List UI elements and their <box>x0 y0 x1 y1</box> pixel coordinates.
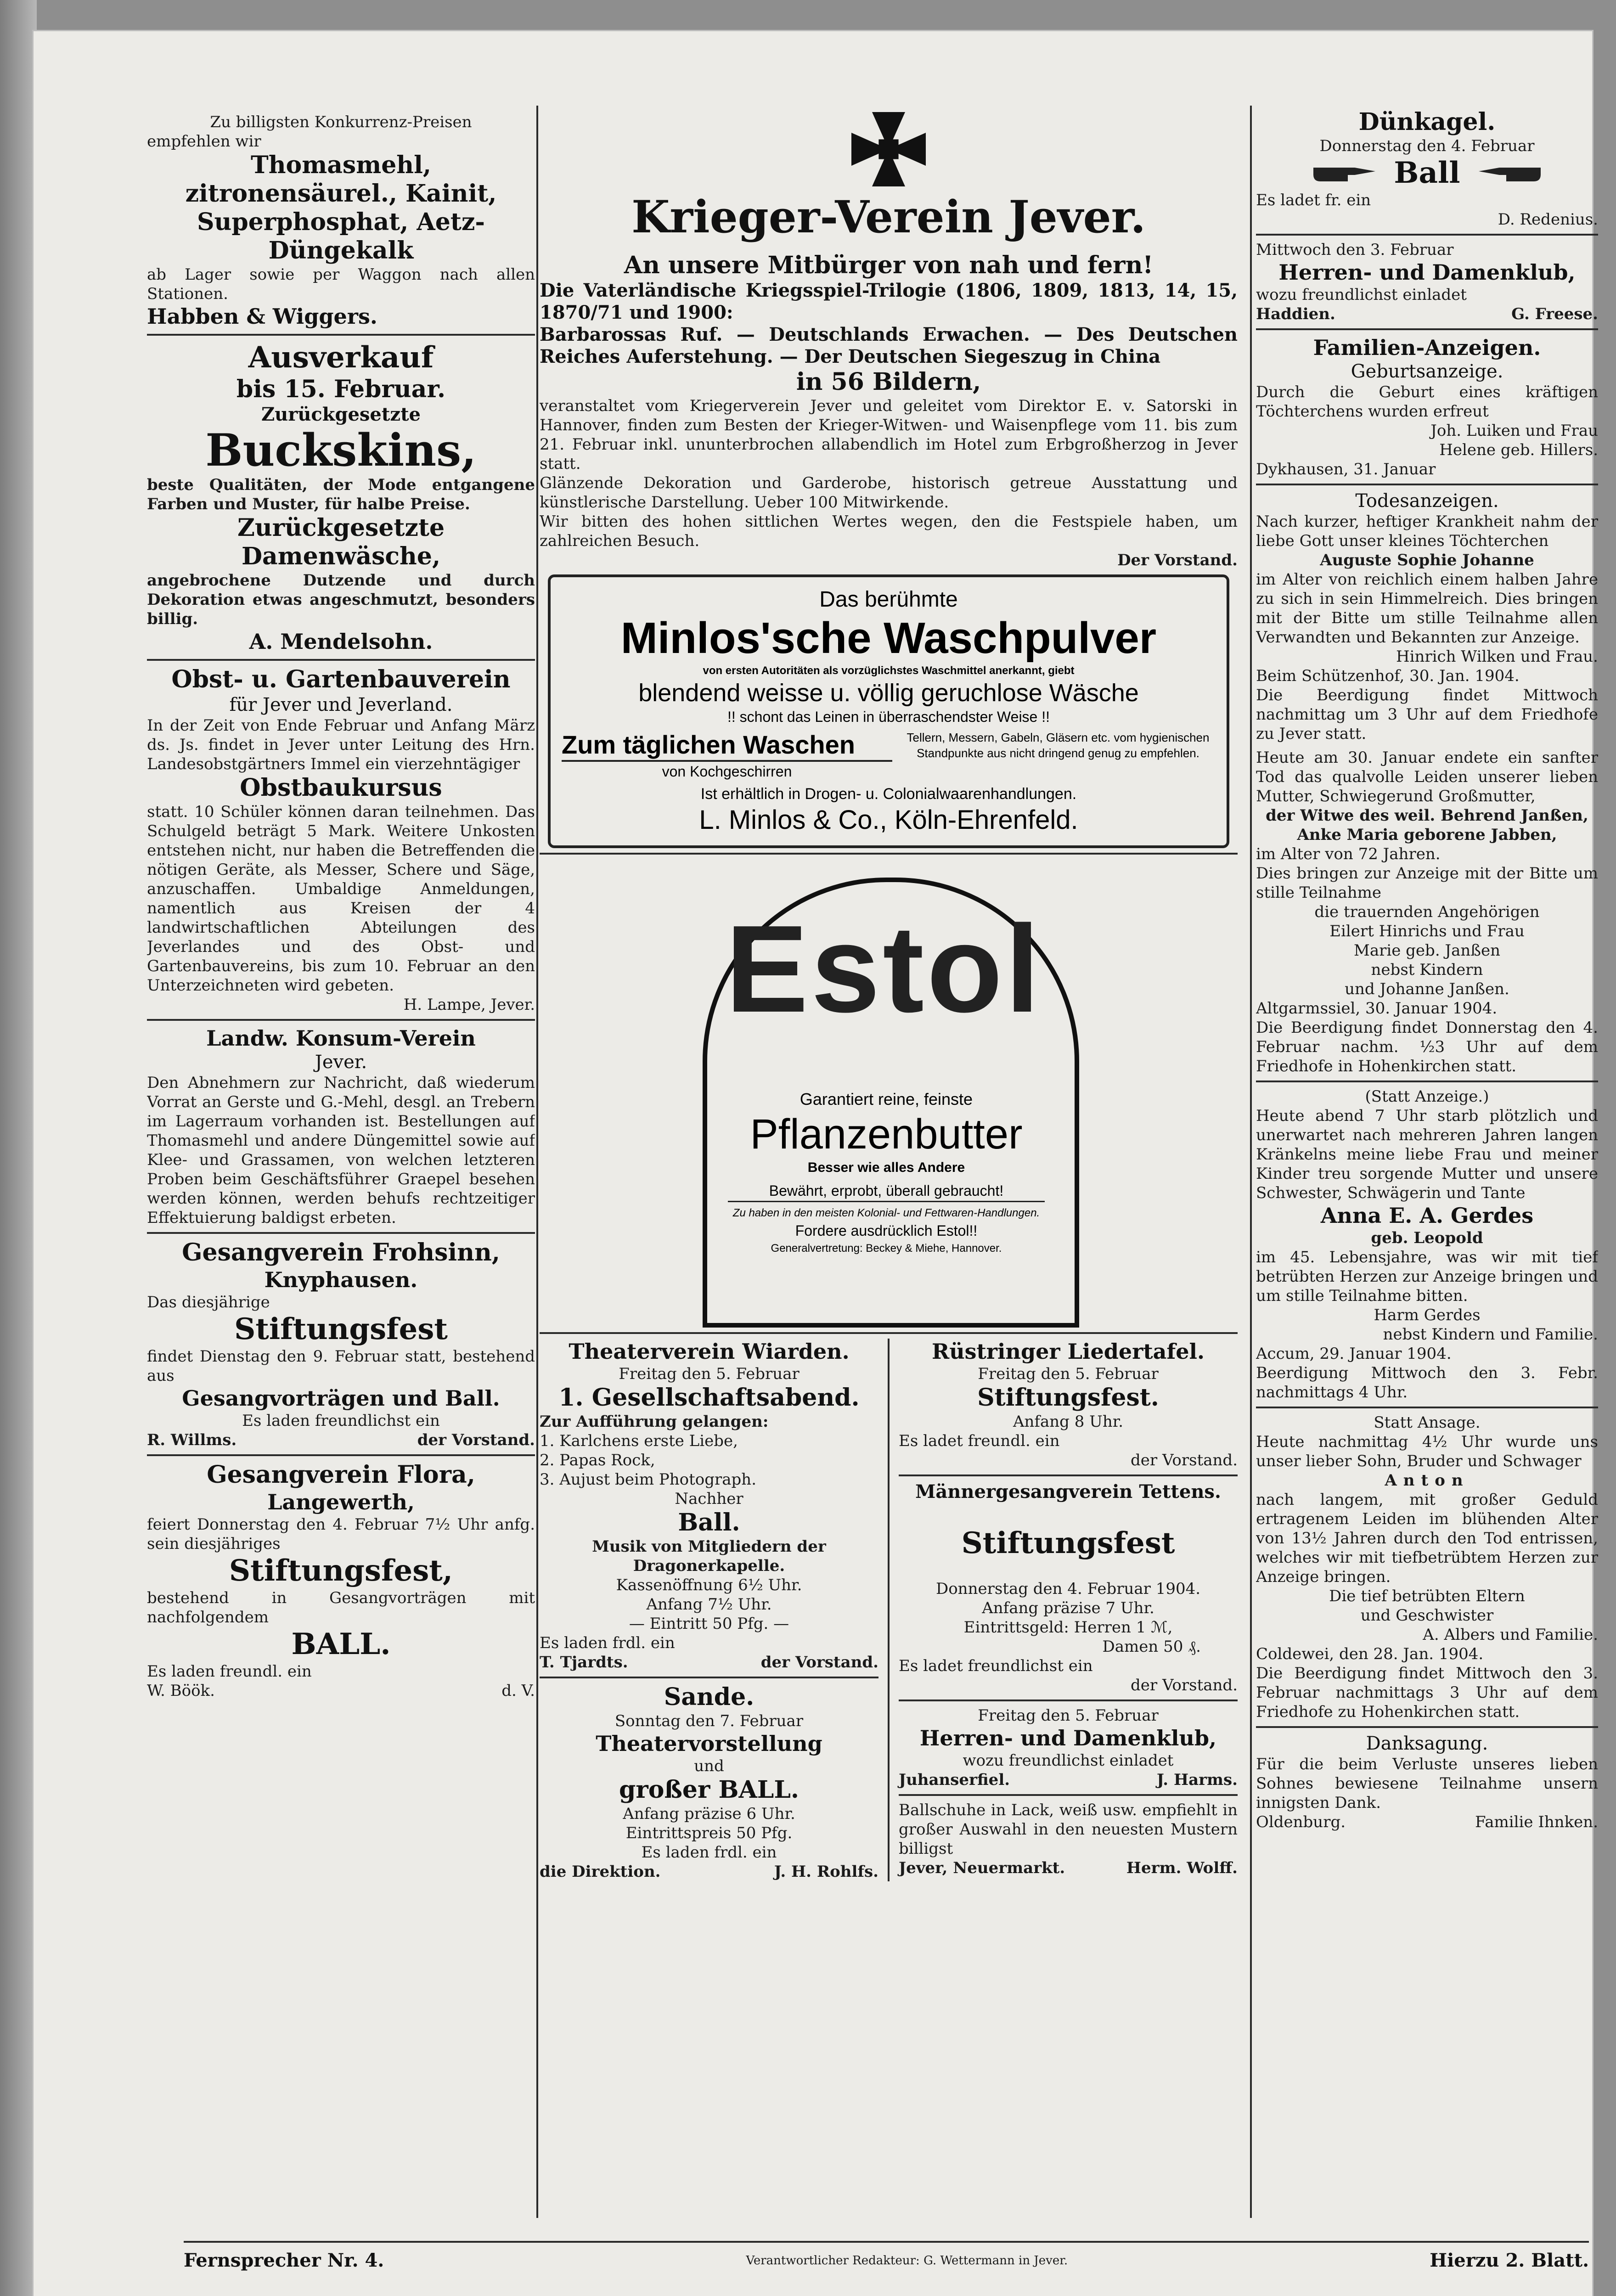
death-3-signature-1: Harm Gerdes <box>1374 1306 1481 1324</box>
tettens-signature: der Vorstand. <box>1131 1676 1238 1694</box>
reduced-label: Zurückgesetzte <box>261 404 421 425</box>
krieger-body-3: Wir bitten des hohen sittlichen Wertes wegen, den die Festspiele haben, um zahlreichen Besuch. <box>540 512 1238 550</box>
damen-desc: angebrochene Dutzende und durch Dekoration etwas angeschmutzt, besonders billig. <box>147 571 535 628</box>
krieger-intro: Die Vaterländische Kriegsspiel-Trilogie (1806, 1809, 1813, 14, 15, 1870/71 und 1900: <box>540 280 1238 323</box>
shoes-merchant: Herm. Wolff. <box>1126 1859 1238 1877</box>
shoes-body: Ballschuhe in Lack, weiß usw. empfiehlt in großer Auswahl in den neuesten Mustern billigst <box>899 1801 1238 1858</box>
theater-item-1: 1. Karlchens erste Liebe, <box>540 1432 738 1450</box>
obst-title: Obst- u. Gartenbauverein <box>171 665 511 693</box>
theater-start: Anfang 7½ Uhr. <box>646 1595 772 1614</box>
club-host: J. Harms. <box>1156 1771 1238 1789</box>
flora-signature <box>147 1681 535 1700</box>
sande-and: und <box>694 1757 724 1775</box>
stock-note: ab Lager sowie per Waggon nach allen Stationen. <box>147 265 535 303</box>
duenk-signature: D. Redenius. <box>1498 210 1598 229</box>
minlos-availability: Ist erhältlich in Drogen- u. Colonialwaarenhandlungen. <box>700 785 1077 803</box>
club-title: Herren- und Damenklub, <box>919 1726 1217 1750</box>
krieger-title: Krieger-Verein Jever. <box>631 191 1146 243</box>
konsum-body: Den Abnehmern zur Nachricht, daß wiederum Vorrat an Gerste und G.-Mehl, desgl. an Trebern im Lagerraum vorhanden ist. Bestellungen auf Thomasmehl und andere Düngemittel sowie auf Klee- und Grassamen, von welchen letzteren Proben beim Geschäftsführer Graepel besehen werden können, werden behufs rechtzeitiger Effektuierung baldigst erbeten. <box>147 1074 535 1227</box>
obst-course: Obstbaukursus <box>240 774 442 802</box>
death-2-funeral: Die Beerdigung findet Donnerstag den 4. Februar nachm. ½3 Uhr auf dem Friedhofe in Hohenkirchen statt. <box>1256 1019 1598 1075</box>
minlos-top: Das berühmte <box>819 587 958 612</box>
ruest-signature: der Vorstand. <box>1131 1451 1238 1469</box>
death-3-header: (Statt Anzeige.) <box>1365 1087 1489 1106</box>
club-place: Juhanserfiel. <box>899 1771 1010 1789</box>
frohsinn-board: der Vorstand. <box>417 1431 535 1449</box>
estol-availability: Zu haben in den meisten Kolonial- und Fettwaren-Handlungen. <box>732 1207 1040 1219</box>
divider <box>899 1794 1238 1796</box>
footer-rule <box>184 2241 1589 2243</box>
death-2-mourners: die trauernden Angehörigen <box>1314 903 1540 921</box>
club-date: Freitag den 5. Februar <box>978 1706 1159 1725</box>
estol-logo-word: Estol <box>725 900 1043 1038</box>
death-4-signature-2: und Geschwister <box>1360 1606 1494 1625</box>
sande-fee: Eintrittspreis 50 Pfg. <box>625 1824 793 1842</box>
minlos-name: Minlos'sche Waschpulver <box>620 613 1157 663</box>
death-title: Todesanzeigen. <box>1355 490 1499 512</box>
divider <box>147 1019 535 1021</box>
flora-signer: W. Böök. <box>147 1682 215 1700</box>
frohsinn-title: Gesangverein Frohsinn, <box>182 1238 500 1266</box>
tettens-title: Männergesangverein Tettens. <box>915 1481 1221 1503</box>
minlos-daily: Zum täglichen Waschen <box>562 730 892 762</box>
damenwaesche-heading: Damenwäsche, <box>241 542 441 570</box>
events-right <box>890 1339 1238 1881</box>
flora-place: Langewerth, <box>267 1490 415 1514</box>
column-rule-right <box>1250 106 1252 2218</box>
ruest-title: Rüstringer Liedertafel. <box>931 1339 1205 1364</box>
estol-panel <box>714 1089 1059 1256</box>
krieger-count: in 56 Bildern, <box>796 368 981 396</box>
tettens-fest: Stiftungsfest <box>961 1526 1175 1560</box>
sande-organizer: J. H. Rohlfs. <box>774 1863 878 1881</box>
flora-fest: Stiftungsfest, <box>229 1553 453 1588</box>
death-3-place: Accum, 29. Januar 1904. <box>1256 1345 1452 1363</box>
birth-names-1: Joh. Luiken und Frau <box>1430 422 1598 440</box>
krieger-body-2: Glänzende Dekoration und Garderobe, historisch getreue Ausstattung und künstlerische Darstellung. Ueber 100 Mitwirkende. <box>540 474 1238 512</box>
divider <box>899 1699 1238 1701</box>
death-1-place: Beim Schützenhof, 30. Jan. 1904. <box>1256 667 1520 685</box>
divider <box>147 334 535 336</box>
krieger-call: An unsere Mitbürger von nah und fern! <box>624 251 1154 279</box>
frohsinn-body: findet Dienstag den 9. Februar statt, bestehend aus <box>147 1347 535 1385</box>
konsum-city: Jever. <box>315 1052 367 1073</box>
divider <box>899 1474 1238 1476</box>
obst-body: In der Zeit von Ende Februar und Anfang März ds. Js. findet in Jever unter Leitung des Hrn. Landesobstgärtners Immel ein vierzehntägiger <box>147 716 535 773</box>
duenk-ball-row <box>1256 156 1598 191</box>
footer-editor: Verantwortlicher Redakteur: G. Wettermann in Jever. <box>746 2254 1068 2268</box>
estol-better: Besser wie alles Andere <box>807 1160 965 1175</box>
ruest-start: Anfang 8 Uhr. <box>1013 1412 1124 1431</box>
pointing-hand-right-icon <box>1311 158 1380 188</box>
birth-place: Dykhausen, 31. Januar <box>1256 460 1436 478</box>
death-2-name: der Witwe des weil. Behrend Janßen, Anke Maria geborene Jabben, <box>1266 806 1588 844</box>
thanks-body: Für die beim Verluste unseres lieben Sohnes bewiesene Teilnahme unsern innigsten Dank. <box>1256 1755 1598 1812</box>
fertilizer-list: Thomasmehl, zitronensäurel., Kainit, Superphosphat, Aetz-Düngekalk <box>185 151 497 264</box>
thanks-family: Familie Ihnken. <box>1475 1813 1598 1831</box>
duenk-ball: Ball <box>1394 156 1460 190</box>
death-2-age: im Alter von 72 Jahren. <box>1256 845 1441 863</box>
flora-title: Gesangverein Flora, <box>207 1461 475 1489</box>
death-3-name: Anna E. A. Gerdes <box>1320 1203 1534 1228</box>
footer-supplement: Hierzu 2. Blatt. <box>1430 2250 1589 2271</box>
theater-music: Musik von Mitgliedern der Dragonerkapelle. <box>592 1537 826 1575</box>
tettens-start: Anfang präzise 7 Uhr. <box>982 1599 1154 1617</box>
tettens-fee-women: Damen 50 ₰. <box>1102 1638 1201 1656</box>
club-invite: wozu freundlichst einladet <box>963 1751 1174 1770</box>
duenk-invite: Es ladet fr. ein <box>1256 191 1371 209</box>
divider <box>1256 1407 1598 1408</box>
frohsinn-signer: R. Willms. <box>147 1431 237 1449</box>
sande-invite: Es laden frdl. ein <box>641 1843 777 1862</box>
birth-body: Durch die Geburt eines kräftigen Töchterchens wurden erfreut <box>1256 383 1598 421</box>
death-2-body: Heute am 30. Januar endete ein sanfter Tod das qualvolle Leiden unserer lieben Mutter, Schwiegerund Großmutter, <box>1256 748 1598 805</box>
theater-ball: Ball. <box>678 1508 740 1536</box>
theater-event: 1. Gesellschaftsabend. <box>558 1384 860 1412</box>
sande-start: Anfang präzise 6 Uhr. <box>623 1805 795 1823</box>
duenk-date: Donnerstag den 4. Februar <box>1319 137 1535 155</box>
theater-item-3: 3. Aujust beim Photograph. <box>540 1470 756 1489</box>
estol-agent: Generalvertretung: Beckey & Miehe, Hannover. <box>771 1242 1002 1255</box>
divider <box>147 659 535 661</box>
death-3-born: geb. Leopold <box>1371 1229 1483 1247</box>
divider <box>1256 1726 1598 1728</box>
death-4-body-2: nach langem, mit großer Geduld ertragenem Leiden im blühenden Alter von 13½ Jahren durch den Tod entrissen, welches wir mit tiefbetrübtem Herzen zur Anzeige bringen. <box>1256 1491 1598 1586</box>
sande-signer: die Direktion. <box>540 1863 661 1881</box>
thanks-title: Danksagung. <box>1366 1733 1488 1754</box>
tettens-invite: Es ladet freundlichst ein <box>899 1657 1093 1675</box>
death-4-place: Coldewei, den 28. Jan. 1904. <box>1256 1645 1484 1663</box>
theater-title: Theaterverein Wiarden. <box>569 1339 850 1364</box>
divider <box>147 1232 535 1234</box>
death-4-header: Statt Ansage. <box>1374 1413 1481 1432</box>
hadd-signature <box>1256 304 1598 324</box>
hadd-date: Mittwoch den 3. Februar <box>1256 241 1454 259</box>
pointing-hand-left-icon <box>1474 158 1543 188</box>
mendelsohn-name: A. Mendelsohn. <box>249 629 433 654</box>
thanks-signature <box>1256 1812 1598 1832</box>
death-4-signature-1: Die tief betrübten Eltern <box>1329 1587 1525 1605</box>
column-rule-left <box>536 106 538 2218</box>
death-3-signature-2: nebst Kindern und Familie. <box>1383 1325 1598 1344</box>
hadd-invite: wozu freundlichst einladet <box>1256 286 1467 304</box>
sande-title: Sande. <box>664 1683 755 1711</box>
sale-title: Ausverkauf <box>248 340 434 375</box>
death-4-funeral: Die Beerdigung findet Mittwoch den 3. Februar nachmittags 3 Uhr auf dem Friedhofe zu Hohenkirchen statt. <box>1256 1664 1598 1721</box>
tettens-fee-men: Eintrittsgeld: Herren 1 ℳ, <box>963 1618 1173 1637</box>
shoes-place: Jever, Neuermarkt. <box>899 1859 1065 1877</box>
family-ads-title: Familien-Anzeigen. <box>1313 335 1541 360</box>
ruest-fest: Stiftungsfest. <box>977 1384 1159 1412</box>
theater-signature <box>540 1653 878 1672</box>
iron-cross-icon <box>540 108 1238 192</box>
hadd-host: G. Freese. <box>1511 305 1598 323</box>
lampe-signature: H. Lampe, Jever. <box>403 996 535 1014</box>
minlos-cert: von ersten Autoritäten als vorzüglichstes Waschmittel anerkannt, giebt <box>703 664 1075 677</box>
frohsinn-invite: Es laden freundlichst ein <box>242 1412 440 1430</box>
divider <box>147 1454 535 1456</box>
sande-event: Theatervorstellung <box>596 1731 822 1756</box>
minlos-items: Tellern, Messern, Gabeln, Gläsern etc. vom hygienischen Standpunkte aus nicht dringend genug zu empfehlen. <box>907 731 1210 760</box>
krieger-signature: Der Vorstand. <box>1117 551 1238 569</box>
death-2-name-1: Eilert Hinrichs und Frau <box>1329 922 1525 940</box>
minlos-firm: L. Minlos & Co., Köln-Ehrenfeld. <box>699 805 1078 835</box>
estol-guarantee: Garantiert reine, feinste <box>800 1090 973 1109</box>
minlos-ad <box>548 574 1229 848</box>
death-4-signature-3: A. Albers und Familie. <box>1423 1626 1598 1644</box>
divider <box>540 853 1238 855</box>
theater-item-2: 2. Papas Rock, <box>540 1451 655 1469</box>
divider <box>1256 484 1598 485</box>
death-3-body: Heute abend 7 Uhr starb plötzlich und unerwartet nach mehreren Jahren langen Kränkelns meine liebe Frau und meiner Kinder treu sorgende Mutter und unsere Schwester, Schwägerin und Tante <box>1256 1107 1598 1202</box>
shoes-signature <box>899 1858 1238 1878</box>
flora-body-2: bestehend in Gesangvorträgen mit nachfolgendem <box>147 1589 535 1626</box>
hadd-place: Haddien. <box>1256 305 1335 323</box>
intro-line: Zu billigsten Konkurrenz-Preisen <box>210 113 472 131</box>
frohsinn-annual: Das diesjährige <box>147 1293 270 1311</box>
death-4-name: Anton <box>1385 1471 1470 1490</box>
theater-perf: Zur Aufführung gelangen: <box>540 1412 769 1431</box>
duenk-title: Dünkagel. <box>1358 108 1496 136</box>
death-1-body-2: im Alter von reichlich einem halben Jahre zu sich in sein Himmelreich. Dies bringen mit der Bitte um stille Teilnahme allen Verwandten und Bekannten zur Anzeige. <box>1256 570 1598 647</box>
death-2-place: Altgarmssiel, 30. Januar 1904. <box>1256 999 1498 1018</box>
frohsinn-signature <box>147 1430 535 1450</box>
theater-after: Nachher <box>675 1490 743 1508</box>
divider <box>1256 328 1598 330</box>
theater-date: Freitag den 5. Februar <box>619 1365 800 1383</box>
events-grid <box>540 1339 1238 1881</box>
column-middle <box>540 108 1238 2220</box>
death-1-funeral: Die Beerdigung findet Mittwoch nachmittag um 3 Uhr auf dem Friedhofe zu Jever statt. <box>1256 686 1598 743</box>
estol-demand: Fordere ausdrücklich Estol!! <box>795 1222 978 1239</box>
death-3-body-2: im 45. Lebensjahre, was wir mit tief betrübten Herzen zur Anzeige bringen und um stille Teilnahme bitten. <box>1256 1248 1598 1305</box>
death-2-name-3: nebst Kindern <box>1371 961 1483 979</box>
theater-signer: T. Tjardts. <box>540 1653 628 1671</box>
death-3-funeral: Beerdigung Mittwoch den 3. Febr. nachmittags 4 Uhr. <box>1256 1364 1598 1401</box>
tettens-date: Donnerstag den 4. Februar 1904. <box>935 1580 1201 1598</box>
theater-doors: Kassenöffnung 6½ Uhr. <box>616 1576 802 1594</box>
page-edge <box>0 0 37 2296</box>
events-left <box>540 1339 890 1881</box>
divider <box>540 1677 878 1678</box>
sande-signature <box>540 1862 878 1881</box>
reduced-label-2: Zurückgesetzte <box>237 514 445 542</box>
estol-product: Pflanzenbutter <box>750 1111 1023 1158</box>
minlos-dishes: von Kochgeschirren <box>662 763 792 780</box>
minlos-claim: blendend weisse u. völlig geruchlose Wäsche <box>638 679 1139 707</box>
theater-fee: — Eintritt 50 Pfg. — <box>629 1615 789 1633</box>
death-1-body: Nach kurzer, heftiger Krankheit nahm der liebe Gott unser kleines Töchterchen <box>1256 512 1598 550</box>
footer-phone: Fernsprecher Nr. 4. <box>184 2250 384 2271</box>
estol-proven: Bewährt, erprobt, überall gebraucht! <box>728 1181 1045 1202</box>
divider <box>1256 1080 1598 1082</box>
death-1-signature: Hinrich Wilken und Frau. <box>1396 647 1598 666</box>
column-left <box>147 113 535 2225</box>
minlos-claim-2: !! schont das Leinen in überraschendster Weise !! <box>727 709 1050 725</box>
ruest-date: Freitag den 5. Februar <box>978 1365 1159 1383</box>
konsum-title: Landw. Konsum-Verein <box>206 1026 476 1051</box>
birth-title: Geburtsanzeige. <box>1351 361 1503 382</box>
flora-body: feiert Donnerstag den 4. Februar 7½ Uhr anfg. sein diesjähriges <box>147 1515 535 1553</box>
death-2-name-2: Marie geb. Janßen <box>1354 941 1500 960</box>
buckskins-desc: beste Qualitäten, der Mode entgangene Farben und Muster, für halbe Preise. <box>147 476 535 513</box>
buckskins-heading: Buckskins, <box>205 424 477 476</box>
flora-ball: BALL. <box>291 1627 391 1661</box>
frohsinn-place: Knyphausen. <box>264 1267 418 1292</box>
divider <box>540 1332 1238 1334</box>
page-footer <box>184 2248 1589 2273</box>
krieger-body: veranstaltet vom Kriegerverein Jever und geleitet vom Direktor E. v. Satorski in Hannover, finden zum Besten der Krieger-Witwen- und Waisenpflege vom 11. bis zum 21. Februar inkl. ununterbrochen allabendlich im Hotel zum Erbgroßherzog in Jever statt. <box>540 397 1238 473</box>
club-signature <box>899 1770 1238 1790</box>
death-2-name-4: und Johanne Janßen. <box>1345 980 1509 998</box>
obst-subtitle: für Jever und Jeverland. <box>229 694 453 715</box>
theater-invite: Es laden frdl. ein <box>540 1634 675 1652</box>
intro-line-2: empfehlen wir <box>147 132 261 151</box>
sande-date: Sonntag den 7. Februar <box>614 1712 804 1730</box>
obst-body-2: statt. 10 Schüler können daran teilnehmen. Das Schulgeld beträgt 5 Mark. Weitere Unkosten entstehen nicht, nur haben die Betreffenden die nötigen Geräte, als Messer, Schere und Säge, anzuschaffen. Umbaldige Anmeldungen, namentlich aus Kreisen der 4 landwirtschaftlichen Abteilungen des Jeverlandes und des Obst- und Gartenbauvereins, bis zum 10. Februar an den Unterzeichneten wird gebeten. <box>147 803 535 995</box>
firm-name: Habben & Wiggers. <box>147 304 377 329</box>
krieger-parts: Barbarossas Ruf. — Deutschlands Erwachen. — Des Deutschen Reiches Auferstehung. — Der Deutschen Siegeszug in China <box>540 324 1238 367</box>
theater-board: der Vorstand. <box>760 1653 878 1671</box>
frohsinn-parts: Gesangvorträgen und Ball. <box>182 1386 500 1411</box>
column-right <box>1256 108 1598 2220</box>
divider <box>1256 234 1598 236</box>
thanks-place: Oldenburg. <box>1256 1813 1346 1831</box>
birth-names-2: Helene geb. Hillers. <box>1439 441 1598 459</box>
frohsinn-fest: Stiftungsfest <box>234 1312 448 1346</box>
death-1-name: Auguste Sophie Johanne <box>1320 551 1534 569</box>
sande-ball: großer BALL. <box>619 1776 800 1804</box>
sale-date: bis 15. Februar. <box>236 375 446 403</box>
flora-invite: Es laden freundl. ein <box>147 1662 312 1681</box>
death-4-body: Heute nachmittag 4½ Uhr wurde uns unser lieber Sohn, Bruder und Schwager <box>1256 1433 1598 1470</box>
estol-ad <box>540 859 1238 1328</box>
flora-board: d. V. <box>501 1682 535 1700</box>
death-2-body-2: Dies bringen zur Anzeige mit der Bitte um stille Teilnahme <box>1256 864 1598 902</box>
hadd-title: Herren- und Damenklub, <box>1278 260 1576 285</box>
ruest-invite: Es ladet freundl. ein <box>899 1432 1060 1450</box>
